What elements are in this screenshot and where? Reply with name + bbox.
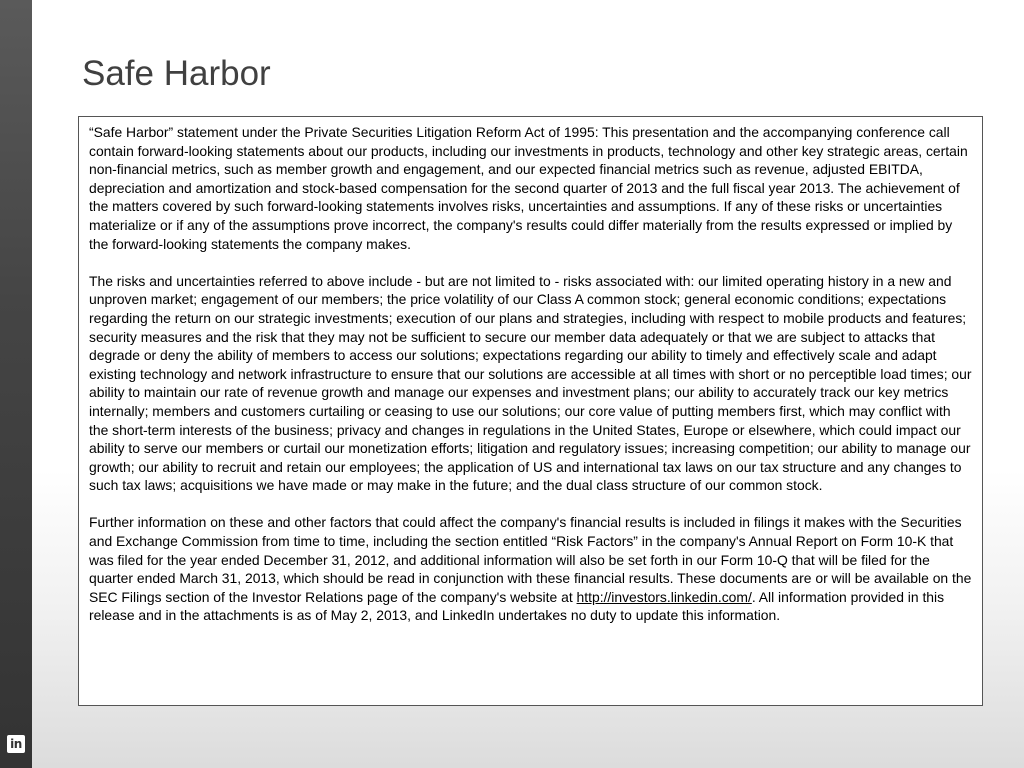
slide-title: Safe Harbor	[82, 54, 271, 93]
paragraph-forward-looking: “Safe Harbor” statement under the Private Securities Litigation Reform Act of 1995: This presentation and the accompanying conference call contain forward-looking statements about our products, including our investments in products, technology and other key strategic areas, certain non-financial metrics, such as member growth and engagement, and our expected financial metrics such as revenue, adjusted EBITDA, depreciation and amortization and stock-based compensation for the second quarter of 2013 and the full fiscal year 2013. The achievement of the matters covered by such forward-looking statements involves risks, uncertainties and assumptions. If any of these risks or uncertainties materialize or if any of the assumptions prove incorrect, the company's results could differ materially from the results expressed or implied by the forward-looking statements the company makes.	[89, 124, 968, 252]
paragraph-risks: The risks and uncertainties referred to above include - but are not limited to - risks associated with: our limited operating history in a new and unproven market; engagement of our members; the price volatility of our Class A common stock; general economic conditions; expectations regarding the return on our strategic investments; execution of our plans and strategies, including with respect to mobile products and features; security measures and the risk that they may not be sufficient to secure our member data adequately or that we are subject to attacks that degrade or deny the ability of members to access our solutions; expectations regarding our ability to timely and effectively scale and adapt existing technology and network infrastructure to ensure that our solutions are accessible at all times with short or no perceptible load times; our ability to maintain our rate of revenue growth and manage our expenses and investment plans; our ability to accurately track our key metrics internally; members and customers curtailing or ceasing to use our solutions; our core value of putting members first, which may conflict with the short-term interests of the business; privacy and changes in regulations in the United States, Europe or elsewhere, which could impact our ability to serve our members or curtail our monetization efforts; litigation and regulatory issues; increasing competition; our ability to manage our growth; our ability to recruit and retain our employees; the application of US and international tax laws on our tax structure and any changes to such tax laws; acquisitions we have made or may make in the future; and the dual class structure of our common stock.	[89, 272, 972, 494]
investor-relations-link[interactable]: http://investors.linkedin.com/	[576, 588, 752, 605]
paragraph-further-text-after-link: . All information provided in this release and in the attachments is as of May 2, 2013, and LinkedIn undertakes no duty to update this information.	[89, 588, 945, 624]
paragraph-further-text-before-link: Further information on these and other factors that could affect the company's financial results is included in filings it makes with the Securities and Exchange Commission from time to time, including the section entitled “Risk Factors” in the company's Annual Report on Form 10-K that was filed for the year ended December 31, 2012, and additional information will also be set forth in our Form 10-Q that will be filed for the quarter ended March 31, 2013, which should be read in conjunction with these financial results. These documents are or will be available on the SEC Filings section of the Investor Relations page of the company's website at	[89, 514, 972, 605]
left-sidebar-bar	[0, 0, 32, 768]
linkedin-logo-icon: in	[7, 735, 25, 753]
paragraph-further-information	[89, 513, 972, 625]
safe-harbor-text-box	[78, 116, 983, 706]
